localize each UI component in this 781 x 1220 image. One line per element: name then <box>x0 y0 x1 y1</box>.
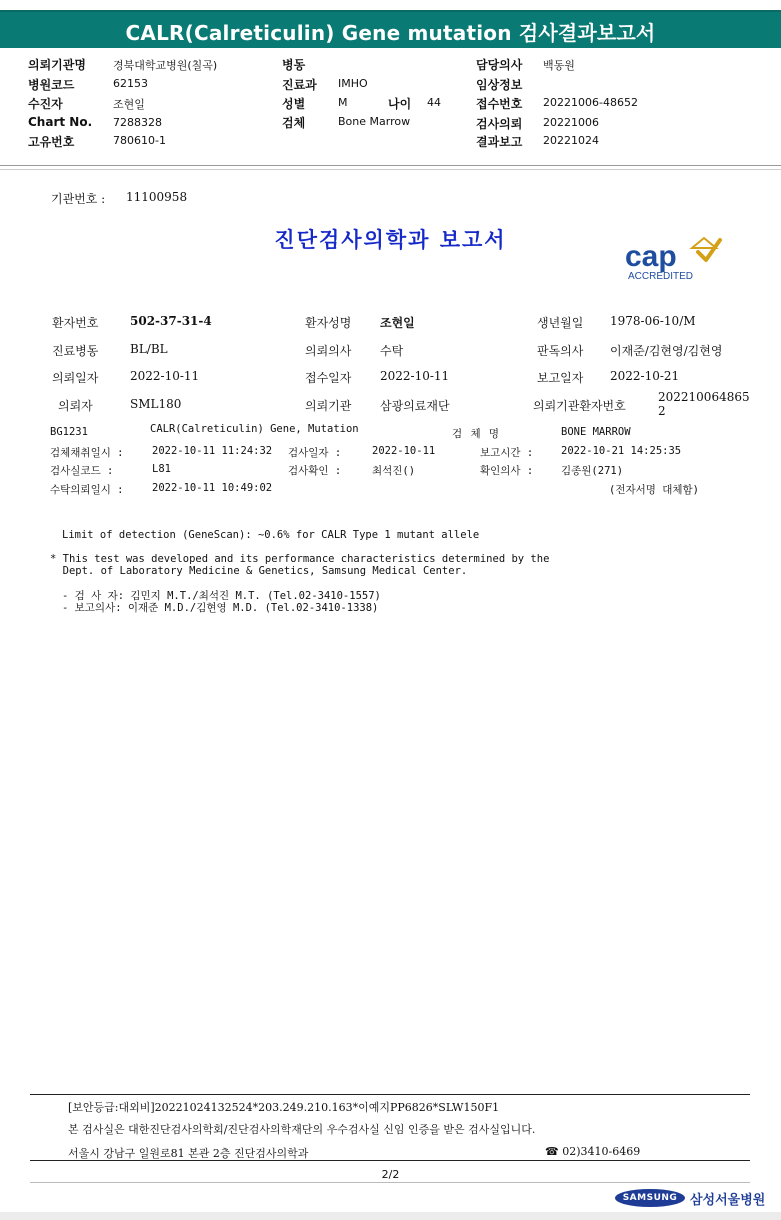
chart-value: 7288328 <box>113 116 162 129</box>
hosp-code-label: 병원코드 <box>28 78 75 92</box>
row3-value3: 2022-10-21 <box>610 369 680 383</box>
samsung-hospital-logo <box>615 1187 766 1209</box>
hospital-name: 삼성서울병원 <box>690 1193 766 1208</box>
row1-value2: 조현일 <box>380 316 415 330</box>
report-label: 결과보고 <box>476 135 523 149</box>
row3-label2: 접수일자 <box>305 371 352 385</box>
row4-value3b: 2 <box>658 404 666 418</box>
request-label: 검사의뢰 <box>476 117 523 131</box>
report-title-bar <box>0 10 781 48</box>
security-line: [보안등급:대외비]20221024132524*203.249.210.163*이예지PP6826*SLW150F1 <box>68 1101 500 1114</box>
row2-label2: 의뢰의사 <box>305 344 352 358</box>
specimen-value: Bone Marrow <box>338 115 411 128</box>
hosp-code-value: 62153 <box>113 77 148 90</box>
header-divider <box>0 165 781 166</box>
request-value: 20221006 <box>543 116 599 129</box>
age-value: 44 <box>427 96 441 109</box>
row2-value2: 수탁 <box>380 344 404 358</box>
row1-label3: 생년월일 <box>537 316 584 330</box>
header-info <box>0 50 781 165</box>
page-bottom-rule <box>30 1182 750 1183</box>
row2-value3: 이재준/김현영/김현영 <box>610 344 723 358</box>
cap-logo-text: cap <box>625 240 677 273</box>
unique-label: 고유번호 <box>28 135 75 149</box>
samsung-logo-oval: SAMSUNG <box>615 1189 685 1207</box>
req-org-label: 의뢰기관명 <box>28 58 86 72</box>
report-value: 20221024 <box>543 134 599 147</box>
room-value: L81 <box>152 463 171 475</box>
confirm-value: 최석진() <box>372 465 416 477</box>
document-title: 진단검사의학과 보고서 <box>274 228 507 252</box>
order-value: 2022-10-11 10:49:02 <box>152 482 273 494</box>
patient-value: 조현일 <box>113 98 145 111</box>
dept-label: 진료과 <box>282 78 317 92</box>
cap-logo-subtext: ACCREDITED <box>628 271 694 282</box>
row4-value2: 삼광의료재단 <box>380 399 450 413</box>
specimen-name-value: BONE MARROW <box>561 426 631 438</box>
specimen-label: 검체 <box>282 116 306 130</box>
doctor-label: 담당의사 <box>476 58 523 72</box>
confirm-label: 검사확인 : <box>288 465 342 477</box>
row3-value2: 2022-10-11 <box>380 369 450 383</box>
report-document <box>0 170 781 1210</box>
note-line1: * This test was developed and its performance characteristics determined by the <box>50 553 550 565</box>
row2-value1: BL/BL <box>130 342 168 356</box>
reception-label: 접수번호 <box>476 97 523 111</box>
inst-no-label: 기관번호 : <box>51 192 106 206</box>
phone-line: ☎ 02)3410-6469 <box>545 1145 641 1158</box>
row3-label1: 의뢰일자 <box>52 371 99 385</box>
staff-line2: - 보고의사: 이재준 M.D./김현영 M.D. (Tel.02-3410-1338) <box>62 602 379 614</box>
esign-note: (전자서명 대체함) <box>609 484 699 496</box>
limit-of-detection: Limit of detection (GeneScan): ~0.6% for CALR Type 1 mutant allele <box>62 529 480 541</box>
row3-value1: 2022-10-11 <box>130 369 200 383</box>
footer-top-rule <box>30 1094 750 1095</box>
sex-label: 성별 <box>282 97 306 111</box>
staff-line1: - 검 사 자: 김민지 M.T./최석진 M.T. (Tel.02-3410-1557) <box>62 590 381 602</box>
patient-label: 수진자 <box>28 97 63 111</box>
doctor-value: 백동원 <box>543 59 575 72</box>
confirmdoc-label: 확인의사 : <box>480 465 534 477</box>
row1-value3: 1978-06-10/M <box>610 314 696 328</box>
testdate-label: 검사일자 : <box>288 447 342 459</box>
row2-label3: 판독의사 <box>537 344 584 358</box>
note-line2: Dept. of Laboratory Medicine & Genetics, Samsung Medical Center. <box>50 565 468 577</box>
test-name: CALR(Calreticulin) Gene, Mutation <box>150 423 359 435</box>
dept-value: IMHO <box>338 77 368 90</box>
row1-label2: 환자성명 <box>305 316 352 330</box>
inst-no-value: 11100958 <box>126 190 188 204</box>
reporttime-label: 보고시간 : <box>480 447 534 459</box>
page-bottom-band <box>0 1212 781 1220</box>
age-label: 나이 <box>388 97 412 111</box>
cap-accredited-logo <box>620 232 735 284</box>
unique-value: 780610-1 <box>113 134 166 147</box>
testdate-value: 2022-10-11 <box>372 445 436 457</box>
reporttime-value: 2022-10-21 14:25:35 <box>561 445 682 457</box>
row1-value1: 502-37-31-4 <box>130 314 212 328</box>
ward-label: 병동 <box>282 58 306 72</box>
row1-label1: 환자번호 <box>52 316 99 330</box>
clinical-label: 임상정보 <box>476 78 523 92</box>
page-number: 2/2 <box>381 1168 400 1181</box>
specimen-name-label: 검 체 명 <box>452 428 501 440</box>
report-title: CALR(Calreticulin) Gene mutation 검사결과보고서 <box>125 21 656 45</box>
req-org-value: 경북대학교병원(칠곡) <box>113 59 218 72</box>
sex-value: M <box>338 96 348 109</box>
reception-value: 20221006-48652 <box>543 96 638 109</box>
row4-value1: SML180 <box>130 397 182 411</box>
chart-label: Chart No. <box>28 115 93 129</box>
row4-label1: 의뢰자 <box>58 399 93 413</box>
footer-bottom-rule <box>30 1160 750 1161</box>
order-label: 수탁의뢰일시 : <box>50 484 124 496</box>
row2-label1: 진료병동 <box>52 344 99 358</box>
collect-value: 2022-10-11 11:24:32 <box>152 445 273 457</box>
certification-line: 본 검사실은 대한진단검사의학회/진단검사의학재단의 우수검사실 신임 인증을 받은 검사실입니다. <box>68 1123 536 1136</box>
row3-label3: 보고일자 <box>537 371 584 385</box>
test-code: BG1231 <box>50 426 88 438</box>
confirmdoc-value: 김종원(271) <box>561 465 624 477</box>
collect-label: 검체채취일시 : <box>50 447 124 459</box>
row4-label3: 의뢰기관환자번호 <box>533 399 626 413</box>
row4-label2: 의뢰기관 <box>305 399 352 413</box>
row4-value3a: 202210064865 <box>658 390 750 404</box>
room-label: 검사실코드 : <box>50 465 114 477</box>
address-line: 서울시 강남구 일원로81 본관 2층 진단검사의학과 <box>68 1147 309 1160</box>
